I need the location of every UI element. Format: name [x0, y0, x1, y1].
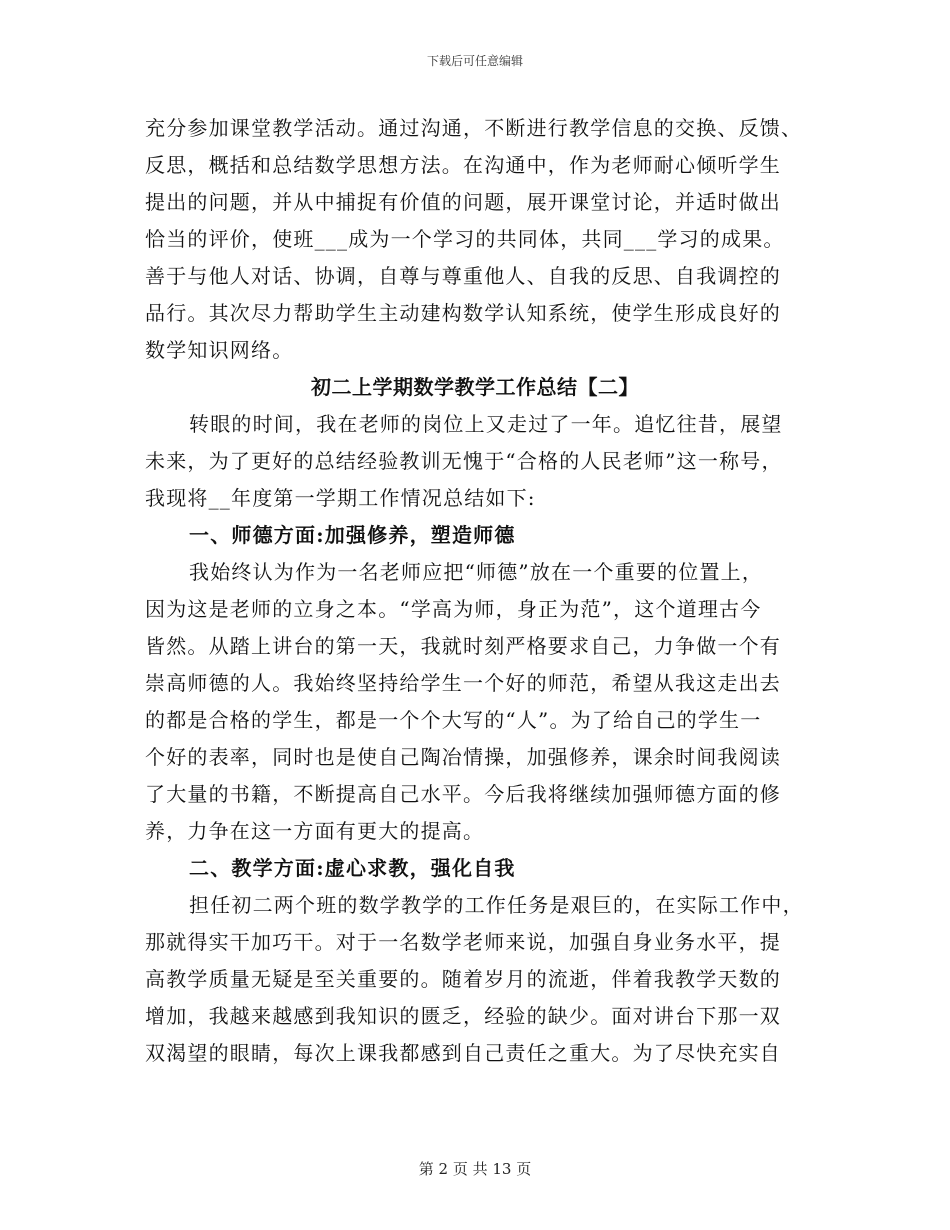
text-line: 善于与他人对话、协调，自尊与尊重他人、自我的反思、自我调控的	[145, 264, 781, 288]
paragraph-first-line: 转眼的时间，我在老师的岗位上又走过了一年。追忆往昔，展望	[189, 412, 783, 436]
text-line: 双渴望的眼睛，每次上课我都感到自己责任之重大。为了尽快充实自	[145, 1041, 781, 1065]
document-body	[145, 110, 805, 1072]
section-title: 初二上学期数学教学工作总结【二】	[311, 375, 639, 399]
text-line: 皆然。从踏上讲台的第一天，我就时刻严格要求自己，力争做一个有	[145, 634, 781, 658]
paragraph-first-line: 我始终认为作为一名老师应把“师德”放在一个重要的位置上，	[189, 560, 764, 584]
text-line: 的都是合格的学生，都是一个个大写的“人”。为了给自己的学生一	[145, 708, 762, 732]
text-line: 品行。其次尽力帮助学生主动建构数学认知系统，使学生形成良好的	[145, 301, 781, 325]
text-line: 数学知识网络。	[145, 338, 294, 362]
text-line: 个好的表率，同时也是使自己陶冶情操，加强修养，课余时间我阅读	[145, 745, 781, 769]
text-line: 养，力争在这一方面有更大的提高。	[145, 819, 485, 843]
text-line: 那就得实干加巧干。对于一名数学老师来说，加强自身业务水平，提	[145, 930, 781, 954]
page-header: 下载后可任意编辑	[426, 54, 523, 68]
page-footer: 第 2 页 共 13 页	[418, 1160, 532, 1178]
text-line: 未来，为了更好的总结经验教训无愧于“合格的人民老师”这一称号，	[145, 449, 783, 473]
paragraph-first-line: 担任初二两个班的数学教学的工作任务是艰巨的，在实际工作中，	[189, 893, 804, 917]
section-heading: 二、教学方面:虚心求教，强化自我	[189, 856, 516, 880]
text-line: 恰当的评价，使班___成为一个学习的共同体，共同___学习的成果。	[145, 227, 785, 251]
text-line: 增加，我越来越感到我知识的匮乏，经验的缺少。面对讲台下那一双	[145, 1004, 781, 1028]
text-line: 崇高师德的人。我始终坚持给学生一个好的师范，希望从我这走出去	[145, 671, 781, 695]
text-line: 提出的问题，并从中捕捉有价值的问题，展开课堂讨论，并适时做出	[145, 190, 781, 214]
text-line: 我现将__年度第一学期工作情况总结如下:	[145, 486, 536, 510]
text-line: 因为这是老师的立身之本。“学高为师，身正为范”，这个道理古今	[145, 597, 762, 621]
text-line: 充分参加课堂教学活动。通过沟通，不断进行教学信息的交换、反馈、	[145, 116, 803, 140]
text-line: 高教学质量无疑是至关重要的。随着岁月的流逝，伴着我教学天数的	[145, 967, 781, 991]
text-line: 了大量的书籍，不断提高自己水平。今后我将继续加强师德方面的修	[145, 782, 781, 806]
text-line: 反思，概括和总结数学思想方法。在沟通中，作为老师耐心倾听学生	[145, 153, 781, 177]
section-heading: 一、师德方面:加强修养，塑造师德	[189, 523, 516, 547]
